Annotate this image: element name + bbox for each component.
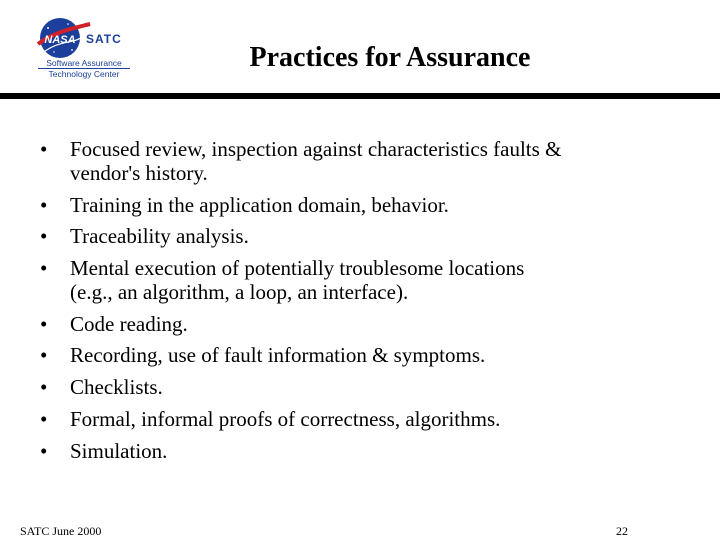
bullet-text-line: Recording, use of fault information & symptoms. <box>70 343 486 368</box>
bullet-dot-icon: • <box>40 224 48 249</box>
bullet-text-line: Formal, informal proofs of correctness, algorithms. <box>70 406 501 431</box>
bullet-dot-icon: • <box>40 343 48 368</box>
nasa-satc-logo <box>34 14 134 82</box>
bullet-text-line: (e.g., an algorithm, a loop, an interface). <box>70 280 409 305</box>
bullet-item <box>40 343 700 367</box>
bullet-dot-icon: • <box>40 438 48 463</box>
bullet-item <box>40 224 700 248</box>
bullet-text-line: Checklists. <box>70 375 163 400</box>
bullet-item <box>40 439 700 463</box>
bullet-item <box>40 375 700 399</box>
nasa-meatball-icon <box>38 18 90 58</box>
nasa-wordmark: NASA <box>44 34 76 46</box>
bullet-item <box>40 312 700 336</box>
satc-wordmark: SATC <box>86 32 122 46</box>
page-number: 22 <box>616 524 628 538</box>
title-divider <box>0 93 720 99</box>
bullet-item <box>40 137 700 185</box>
bullet-text-line: Simulation. <box>70 438 168 463</box>
bullet-item <box>40 193 700 217</box>
bullet-text-line: Mental execution of potentially troublesome locations <box>70 256 525 281</box>
logo-line-1: Software Assurance <box>46 58 122 68</box>
bullet-item <box>40 256 700 304</box>
bullet-text-line: Focused review, inspection against characteristics faults & <box>70 137 562 161</box>
bullet-dot-icon: • <box>40 375 48 400</box>
bullet-dot-icon: • <box>40 406 48 431</box>
bullet-dot-icon: • <box>40 311 48 336</box>
footer-date: SATC June 2000 <box>20 524 102 538</box>
title-area <box>160 41 620 75</box>
bullet-text-line: Training in the application domain, behavior. <box>70 192 449 217</box>
slide-title: Practices for Assurance <box>249 42 531 73</box>
bullet-dot-icon: • <box>40 192 48 217</box>
bullet-dot-icon: • <box>40 256 48 281</box>
bullet-list <box>40 137 700 470</box>
bullet-dot-icon: • <box>40 137 48 161</box>
logo-line-2: Technology Center <box>48 69 120 79</box>
bullet-text-line: Traceability analysis. <box>70 224 249 249</box>
bullet-item <box>40 407 700 431</box>
bullet-text-line: Code reading. <box>70 311 188 336</box>
bullet-text-line: vendor's history. <box>70 161 208 185</box>
